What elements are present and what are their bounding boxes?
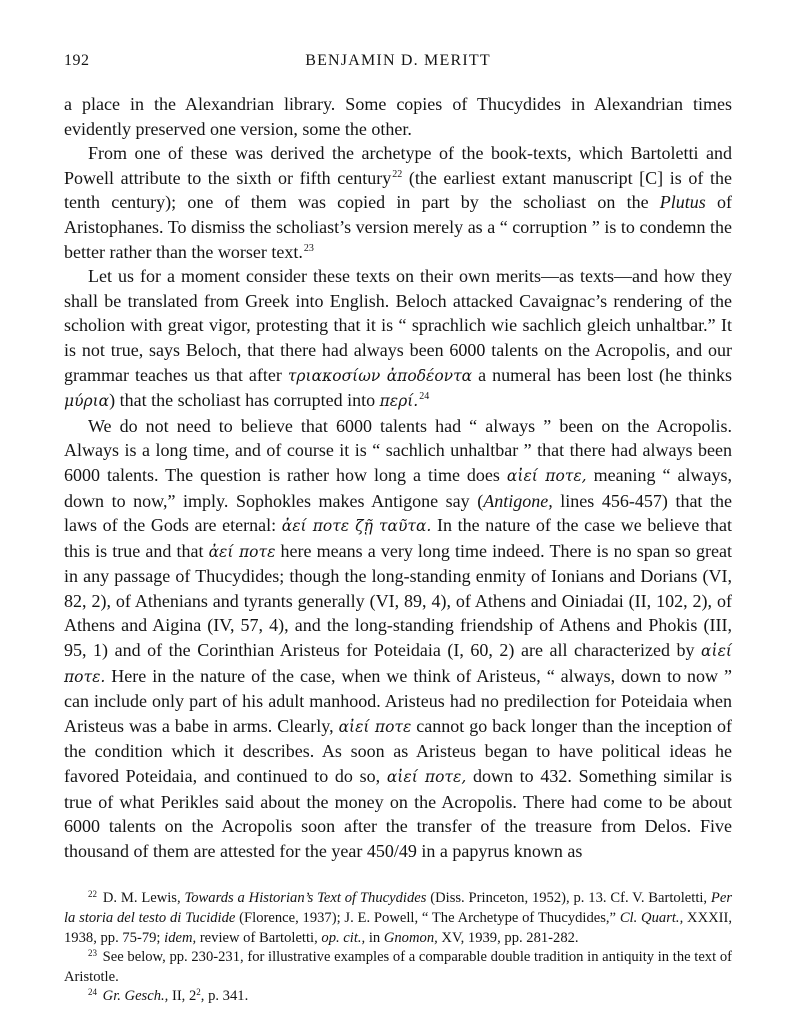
greek-phrase: αἰεί ποτε, bbox=[386, 768, 467, 787]
text-run: (the earliest extant manuscript [C] is of the tenth century); one of them was copied in part by the scholiast on the bbox=[64, 167, 733, 213]
text-run: ) that the scholiast has corrupted into bbox=[109, 390, 380, 411]
text-run: Let us for a moment consider these texts on their own merits—as texts—and how they shall be translated from Greek into English. Beloch attacked Cavaignac’s rendering of the scholion with great vigor, protesting that it is “ sprachlich wie sachlich gleich unhaltbar.” It is not true, says Beloch, that there had always been 6000 talents on the Acropolis, and our grammar teaches us that after bbox=[64, 266, 732, 385]
paragraph-3 bbox=[64, 264, 732, 414]
text-run: XXXII, 1938, pp. 75-79; bbox=[64, 910, 733, 946]
greek-phrase: ἀεί ποτε ζῇ ταῦτα. bbox=[281, 517, 432, 536]
paragraph-4 bbox=[64, 414, 732, 864]
text-run: meaning “ always, down to now,” imply. Sophokles makes Antigone say ( bbox=[64, 464, 732, 511]
footnote-number: 24 bbox=[88, 987, 97, 998]
footnote-number: 23 bbox=[88, 948, 97, 959]
text-run: , p. 341. bbox=[200, 988, 249, 1005]
text-run: lines 456-457) that the laws of the Gods are eternal: bbox=[64, 490, 732, 536]
text-run: a place in the Alexandrian library. Some copies of Thucydides in Alexandrian times evidently preserved one version, some the other. bbox=[64, 94, 732, 139]
paragraph-2 bbox=[64, 141, 732, 264]
text-run: review of Bartoletti, bbox=[196, 929, 322, 946]
text-run: of Aristophanes. To dismiss the scholiast’s version merely as a “ corruption ” is to condemn the better rather than the worser text. bbox=[64, 192, 732, 262]
page bbox=[64, 52, 732, 1007]
italic-title: Antigone, bbox=[483, 490, 553, 511]
edition-superscript: 2 bbox=[196, 987, 201, 998]
italic-title: Cl. Quart., bbox=[619, 910, 684, 926]
page-number: 192 bbox=[64, 52, 90, 69]
greek-phrase: ἀεί ποτε bbox=[208, 542, 276, 561]
italic-title: Gr. Gesch., bbox=[99, 988, 169, 1005]
footnote-number: 22 bbox=[88, 889, 97, 900]
text-run: (Diss. Princeton, 1952), p. 13. Cf. V. Bartoletti, bbox=[426, 890, 711, 907]
text-run: down to 432. Something similar is true of what Perikles said about the money on the Acropolis. There had come to be about 6000 talents on the Acropolis soon after the transfer of the treasure from Delos. Five thousand of them are attested for the year 450/49 in a papyrus known as bbox=[64, 766, 732, 861]
italic-title: op. cit., bbox=[321, 929, 366, 946]
text-run: cannot go back longer than the inception of the condition which it describes. As soon as Aristeus began to have political ideas he favored Poteidaia, and continued to do so, bbox=[64, 715, 732, 787]
greek-phrase: τριακοσίων ἀποδέοντα bbox=[287, 366, 473, 385]
footnote-23 bbox=[64, 948, 732, 987]
greek-phrase: αἰεί ποτε, bbox=[506, 466, 587, 485]
footnote-ref-24[interactable]: 24 bbox=[419, 391, 430, 403]
italic-title: Gnomon, bbox=[383, 929, 438, 946]
running-head: BENJAMIN D. MERITT bbox=[305, 52, 491, 69]
greek-phrase: αἰεί ποτε bbox=[338, 717, 412, 736]
body-text bbox=[64, 92, 732, 863]
footnote-ref-23[interactable]: 23 bbox=[303, 242, 314, 254]
page-header bbox=[64, 52, 732, 74]
greek-phrase: περί. bbox=[379, 392, 419, 411]
footnotes bbox=[64, 889, 732, 1007]
paragraph-1 bbox=[64, 92, 732, 141]
text-run: a numeral has been lost (he thinks bbox=[472, 364, 732, 385]
greek-phrase: αἰεί ποτε. bbox=[64, 642, 732, 686]
italic-title: idem, bbox=[164, 929, 197, 946]
italic-title: Plutus bbox=[659, 192, 706, 213]
footnote-ref-22[interactable]: 22 bbox=[392, 168, 403, 180]
text-run: See below, pp. 230-231, for illustrative examples of a comparable double tradition in antiquity in the text of Aristotle. bbox=[64, 949, 732, 985]
footnote-22 bbox=[64, 889, 732, 948]
text-run: (Florence, 1937); J. E. Powell, “ The Archetype of Thucydides,” bbox=[235, 910, 620, 926]
text-run: XV, 1939, pp. 281-282. bbox=[437, 929, 579, 946]
text-run: We do not need to believe that 6000 talents had “ always ” been on the Acropolis. Always is a long time, and of course it is “ sachlich unhaltbar ” that there had always been 6000 talents. The question is rather how long a time does bbox=[64, 415, 732, 485]
text-run: Here in the nature of the case, when we think of Aristeus, “ always, down to now ” can include only part of his adult manhood. Aristeus had no predilection for Poteidaia when Aristeus was a babe in arms. Clearly, bbox=[64, 665, 732, 736]
text-run: In the nature of the case we believe that this is true and that bbox=[64, 515, 732, 561]
greek-phrase: μύρια bbox=[64, 392, 110, 411]
text-run: From one of these was derived the archetype of the book-texts, which Bartoletti and Powell attribute to the sixth or fifth century bbox=[64, 143, 732, 188]
italic-title: Per la storia del testo di Tucidide bbox=[64, 890, 732, 926]
italic-title: Towards a Historian’s Text of Thucydides bbox=[184, 890, 427, 907]
text-run: D. M. Lewis, bbox=[99, 890, 185, 907]
text-run: II, 2 bbox=[168, 988, 197, 1005]
text-run: here means a very long time indeed. There is no span so great in any passage of Thucydides; though the long-standing enmity of Ionians and Dorians (VI, 82, 2), of Athenians and tyrants generally (VI, 89, 4), of Athens and Oiniadai (II, 102, 2), of Athens and Aigina (IV, 57, 4), and the long-standing friendship of Athens and Phokis (III, 95, 1) and of the Corinthian Aristeus for Poteidaia (I, 60, 2) are all characterized by bbox=[64, 540, 732, 661]
text-run: in bbox=[365, 929, 384, 946]
footnote-24 bbox=[64, 987, 732, 1007]
